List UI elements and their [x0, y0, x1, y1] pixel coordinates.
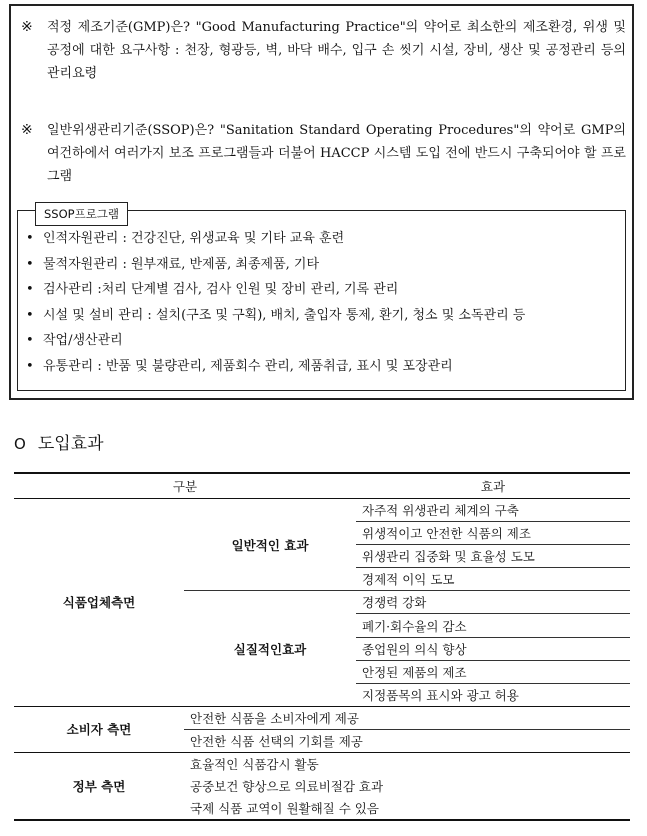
- category-consumer: 소비자 측면: [14, 706, 184, 752]
- effect-cell: 위생적이고 안전한 식품의 제조: [356, 522, 630, 545]
- category-industry: 식품업체측면: [14, 499, 184, 707]
- category-government: 정부 측면: [14, 753, 184, 821]
- header-category: 구분: [14, 473, 356, 499]
- gmp-note-text: 적정 제조기준(GMP)은? "Good Manufacturing Practice"의 약어로 최소한의 제조환경, 위생 및 공정에 대한 요구사항 : 천장, 형광등, 벽, 바닥 배수, 입구 손 씻기 시설, 장비, 생산 및 공정관리 등의 관리요령: [47, 20, 626, 81]
- effect-cell: 공중보건 향상으로 의료비절감 효과: [190, 779, 384, 795]
- list-item-text: 인적자원관리 : 건강진단, 위생교육 및 기타 교육 훈련: [43, 231, 345, 246]
- list-item-text: 유통관리 : 반품 및 불량관리, 제품회수 관리, 제품취급, 표시 및 포장관리: [43, 358, 453, 374]
- bullet-icon: •: [26, 231, 34, 246]
- definition-box: [9, 4, 634, 400]
- effect-cell: 안전한 식품을 소비자에게 제공: [184, 706, 630, 729]
- ssop-note: [21, 119, 626, 188]
- bullet-icon: •: [26, 256, 34, 272]
- list-item: [21, 226, 621, 252]
- effect-cell: 자주적 위생관리 체계의 구축: [356, 499, 630, 522]
- effect-cell: 경쟁력 강화: [356, 591, 630, 614]
- gmp-note: [21, 16, 626, 85]
- section-title: [14, 432, 104, 456]
- table-row: [14, 706, 630, 729]
- subcategory-general: 일반적인 효과: [184, 499, 356, 591]
- header-effect: 효과: [356, 473, 630, 499]
- bullet-icon: •: [26, 307, 34, 323]
- list-item-text: 물적자원관리 : 원부재료, 반제품, 최종제품, 기타: [43, 256, 320, 272]
- ssop-program-label: SSOP프로그램: [35, 202, 128, 226]
- effect-cell: 국제 식품 교역이 원활해질 수 있음: [184, 797, 630, 820]
- effect-cell: 위생관리 집중화 및 효율성 도모: [356, 545, 630, 568]
- list-item-text: 시설 및 설비 관리 : 설치(구조 및 구획), 배치, 출입자 통제, 환기, 청소 및 소독관리 등: [43, 307, 526, 323]
- list-item: [21, 303, 621, 329]
- section-title-text: 도입효과: [37, 434, 104, 454]
- effect-cell: 안전한 식품 선택의 기회를 제공: [184, 729, 630, 752]
- effect-cell: 지정품목의 표시와 광고 허용: [356, 683, 630, 706]
- ssop-note-text: 일반위생관리기준(SSOP)은? "Sanitation Standard Operating Procedures"의 약어로 GMP의 여건하에서 여러가지 보조 프로그램들과 더불어 HACCP 시스템 도입 전에 반드시 구축되어야 할 프로그램: [47, 123, 626, 184]
- list-item: [21, 354, 621, 380]
- effect-cell: 효율적인 식품감시 활동: [190, 757, 319, 773]
- ssop-program-list: [21, 226, 621, 379]
- effects-table: [14, 472, 630, 821]
- table-header-row: [14, 473, 630, 499]
- effect-cell: 경제적 이익 도모: [356, 568, 630, 591]
- effect-cell: 종업원의 의식 향상: [356, 637, 630, 660]
- list-item-text: 작업/생산관리: [43, 333, 123, 348]
- subcategory-practical: 실질적인효과: [184, 591, 356, 706]
- bullet-icon: •: [26, 282, 34, 297]
- effect-cell: 폐기·회수율의 감소: [356, 614, 630, 637]
- list-item-text: 검사관리 :처리 단계별 검사, 검사 인원 및 장비 관리, 기록 관리: [43, 282, 399, 297]
- effect-cell: 안정된 제품의 제조: [356, 660, 630, 683]
- reference-mark-icon: ※: [21, 122, 33, 138]
- circle-marker-icon: O: [14, 435, 26, 453]
- table-row: [14, 499, 630, 522]
- bullet-icon: •: [26, 358, 34, 374]
- reference-mark-icon: ※: [21, 19, 33, 35]
- table-row: [14, 753, 630, 776]
- list-item: [21, 252, 621, 278]
- list-item: [21, 328, 621, 354]
- bullet-icon: •: [26, 333, 34, 348]
- list-item: [21, 277, 621, 303]
